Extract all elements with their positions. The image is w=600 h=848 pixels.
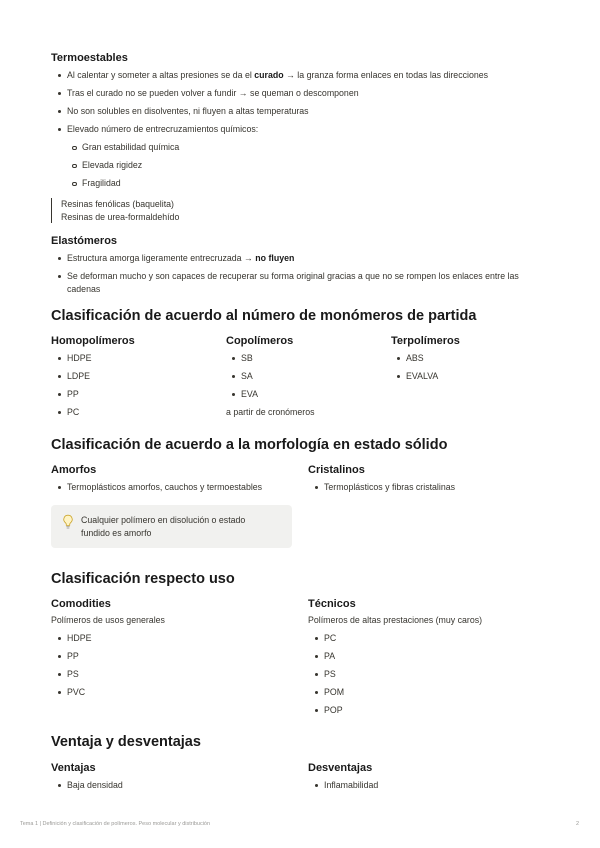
list-item: Termoplásticos amorfos, cauchos y termoestables — [67, 481, 297, 494]
callout-box — [51, 505, 292, 548]
amorfos-heading: Amorfos — [51, 464, 97, 476]
list-item: HDPE — [67, 632, 267, 645]
text: fundido es amorfo — [81, 528, 152, 538]
callout-text — [81, 514, 281, 540]
list-item: SA — [241, 370, 381, 383]
tecnicos-desc: Polímeros de altas prestaciones (muy caros) — [308, 615, 483, 625]
list-item: PVC — [67, 686, 267, 699]
comodities-desc: Polímeros de usos generales — [51, 615, 165, 625]
list-item: Termoplásticos y fibras cristalinas — [324, 481, 554, 494]
list-item — [67, 270, 547, 296]
list-item: EVA — [241, 388, 381, 401]
sub-list-item: Elevada rigidez — [82, 159, 562, 172]
termoestables-heading: Termoestables — [51, 52, 128, 64]
list-item: Elevado número de entrecruzamientos químicos: — [67, 123, 547, 136]
copolimeros-note: a partir de cronómeros — [226, 407, 315, 417]
list-item: PP — [67, 388, 547, 401]
lightbulb-icon — [61, 514, 75, 530]
uso-heading: Clasificación respecto uso — [51, 571, 235, 587]
bold-text: no fluyen — [255, 253, 295, 263]
homopolimeros-heading: Homopolímeros — [51, 335, 135, 347]
ventajas-heading: Ventaja y desventajas — [51, 734, 201, 750]
list-item: SB — [241, 352, 381, 365]
terpolimeros-heading: Terpolímeros — [391, 335, 460, 347]
list-item: PC — [67, 406, 547, 419]
copolimeros-heading: Copolímeros — [226, 335, 294, 347]
desventajas-subheading: Desventajas — [308, 762, 373, 774]
quote-line: Resinas de urea-formaldehído — [61, 211, 180, 222]
list-item: EVALVA — [406, 370, 546, 383]
page-number: 2 — [576, 821, 580, 827]
list-item: PP — [67, 650, 267, 663]
footer-title: Tema 1 | Definición y clasificación de polímeros. Peso molecular y distribución — [20, 821, 211, 827]
list-item — [67, 252, 547, 265]
list-item: PS — [67, 668, 267, 681]
list-item: HDPE — [67, 352, 547, 365]
cristalinos-heading: Cristalinos — [308, 464, 365, 476]
monomeros-heading: Clasificación de acuerdo al número de monómeros de partida — [51, 308, 477, 324]
list-item: POM — [324, 686, 524, 699]
list-item: PS — [324, 668, 524, 681]
text: Estructura amorga ligeramente entrecruzada → — [67, 253, 256, 263]
elastomeros-heading: Elastómeros — [51, 235, 118, 247]
list-item: ABS — [406, 352, 546, 365]
list-item: Inflamabilidad — [324, 779, 524, 792]
list-item: Baja densidad — [67, 779, 267, 792]
text: → la granza forma enlaces en todas las direcciones — [283, 70, 489, 80]
sub-list-item: Fragilidad — [82, 177, 562, 190]
text: Se deforman mucho y son capaces de recuperar su forma original gracias a que no se rompen los enlaces entre las — [67, 271, 519, 281]
comodities-heading: Comodities — [51, 598, 111, 610]
text: Al calentar y someter a altas presiones se da el — [67, 70, 255, 80]
quote-line: Resinas fenólicas (baquelita) — [61, 199, 174, 209]
tecnicos-heading: Técnicos — [308, 598, 356, 610]
quote-block — [51, 198, 361, 223]
text: Cualquier polímero en disolución o estado — [81, 515, 246, 525]
ventajas-subheading: Ventajas — [51, 762, 96, 774]
sub-list-item: Gran estabilidad química — [82, 141, 562, 154]
bold-text: curado — [254, 70, 284, 80]
list-item: No son solubles en disolventes, ni fluyen a altas temperaturas — [67, 105, 547, 118]
list-item: POP — [324, 704, 524, 717]
list-item: PA — [324, 650, 524, 663]
list-item — [67, 69, 547, 82]
list-item: PC — [324, 632, 524, 645]
list-item: Tras el curado no se pueden volver a fundir → se queman o descomponen — [67, 87, 547, 100]
list-item: LDPE — [67, 370, 547, 383]
morfologia-heading: Clasificación de acuerdo a la morfología en estado sólido — [51, 437, 448, 453]
text: cadenas — [67, 284, 101, 294]
